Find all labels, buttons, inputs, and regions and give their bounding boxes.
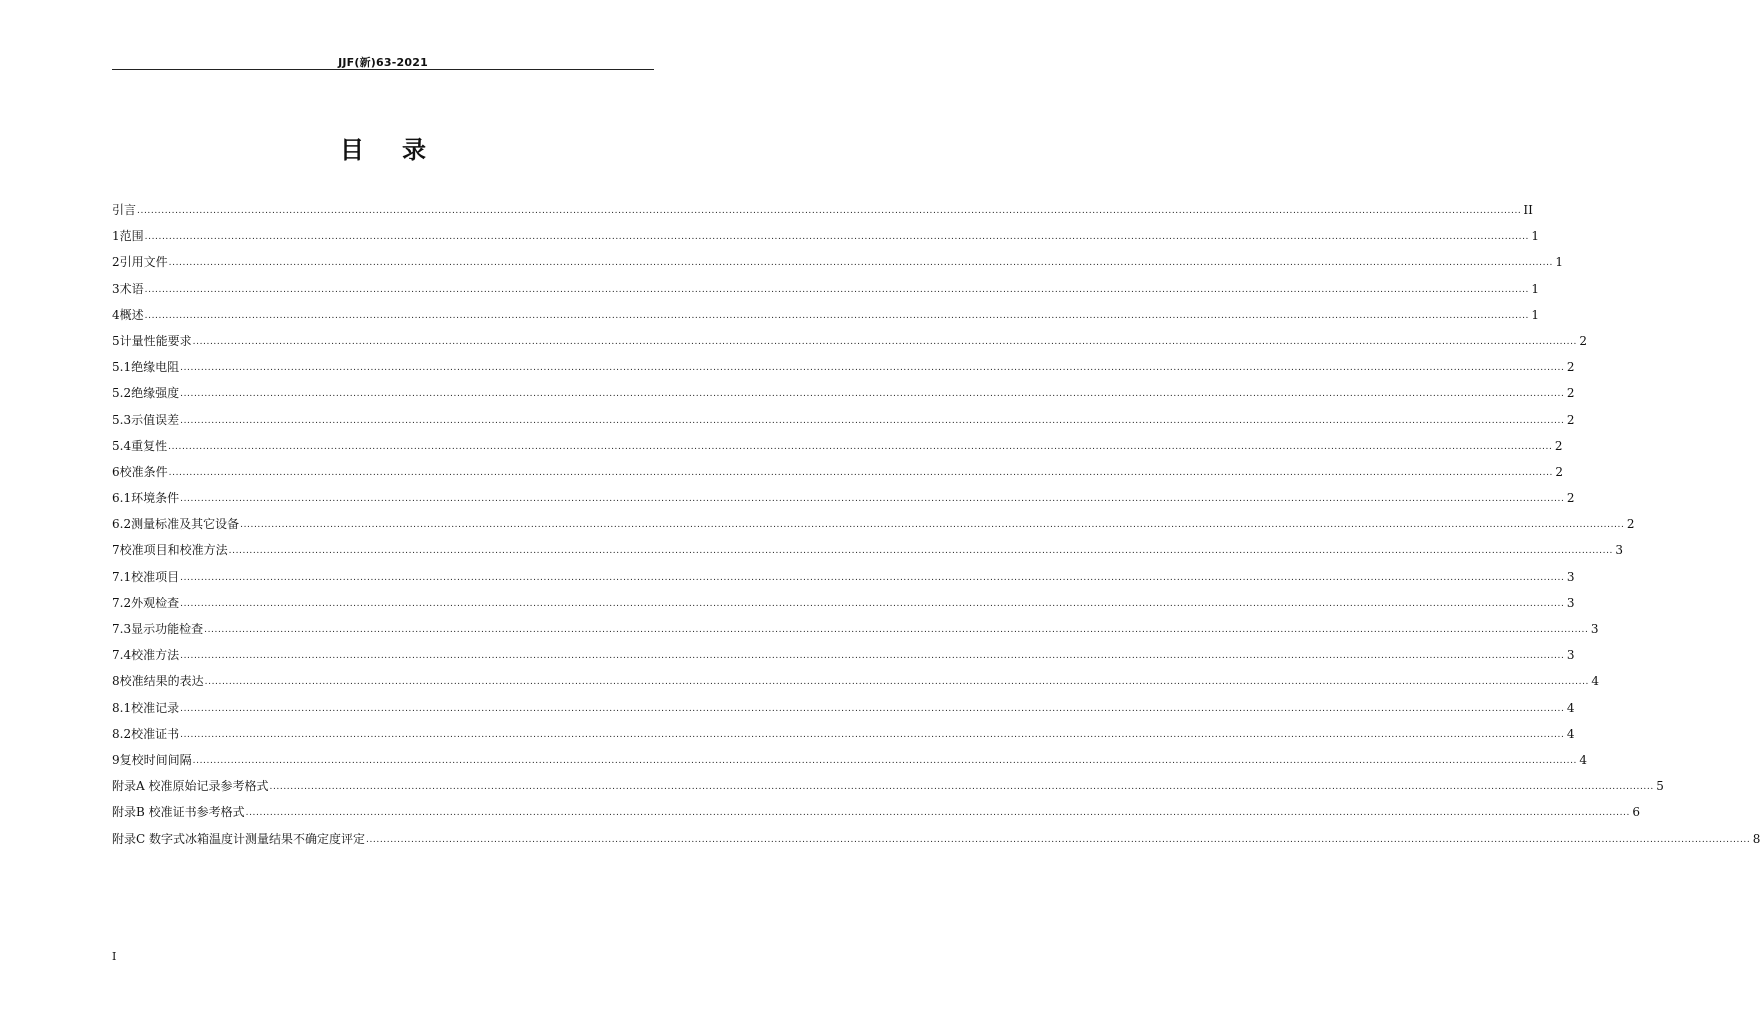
toc-entry-label: 校准结果的表达 [119, 674, 204, 689]
toc-entry-number: 5 [112, 333, 120, 348]
toc-entry-label: 校准项目和校准方法 [119, 543, 228, 558]
toc-entry-number: 2 [112, 255, 120, 270]
toc-entry-number: 7.3 [112, 622, 132, 636]
toc-leader-dots: ................................................................................................................................................................................................................................................................................................................................................................................................................ [180, 415, 1565, 426]
toc-entry-label: 复校时间间隔 [119, 752, 192, 767]
title-char-right: 录 [402, 136, 426, 164]
toc-entry-label: 校准项目 [131, 569, 180, 584]
toc-entry-number: 5.3 [112, 412, 132, 427]
toc-entry-label: 环境条件 [131, 491, 180, 506]
toc-entry-page: 4 [1566, 726, 1575, 741]
toc-entry-page: 1 [1531, 229, 1539, 244]
toc-entry-number: 8.2 [112, 726, 132, 741]
toc-entry[interactable] [112, 668, 1599, 694]
toc-leader-dots: ................................................................................................................................................................................................................................................................................................................................................................................................................ [144, 284, 1529, 295]
toc-entry[interactable] [112, 485, 1575, 511]
page-title [112, 130, 654, 165]
toc-leader-dots: ................................................................................................................................................................................................................................................................................................................................................................................................................ [180, 494, 1565, 505]
toc-entry-page: 1 [1531, 281, 1539, 296]
toc-entry[interactable] [112, 197, 1533, 223]
toc-entry-number: 7.1 [112, 569, 132, 584]
toc-entry-label: 附录C 数字式冰箱温度计测量结果不确定度评定 [112, 831, 365, 846]
toc-entry-label: 校准方法 [131, 648, 180, 663]
toc-leader-dots: ................................................................................................................................................................................................................................................................................................................................................................................................................ [366, 834, 1751, 845]
toc-leader-dots: ................................................................................................................................................................................................................................................................................................................................................................................................................ [180, 598, 1565, 609]
toc-entry[interactable] [112, 459, 1563, 485]
toc-leader-dots: ................................................................................................................................................................................................................................................................................................................................................................................................................ [240, 520, 1625, 531]
toc-entry[interactable] [112, 433, 1563, 459]
toc-leader-dots: ................................................................................................................................................................................................................................................................................................................................................................................................................ [180, 703, 1565, 714]
toc-entry[interactable] [112, 302, 1539, 328]
toc-entry-page: 2 [1566, 386, 1575, 401]
toc-entry-page: 3 [1590, 622, 1599, 636]
toc-entry-number: 1 [112, 229, 120, 244]
toc-entry-number: 6.2 [112, 517, 132, 532]
toc-entry-number: 6.1 [112, 491, 132, 506]
toc-entry-label: 校准记录 [131, 700, 180, 715]
toc-leader-dots: ................................................................................................................................................................................................................................................................................................................................................................................................................ [245, 808, 1630, 819]
toc-entry-page: 1 [1555, 255, 1563, 270]
toc-leader-dots: ................................................................................................................................................................................................................................................................................................................................................................................................................ [204, 677, 1589, 688]
toc-entry-page: 2 [1566, 491, 1575, 506]
toc-leader-dots: ................................................................................................................................................................................................................................................................................................................................................................................................................ [192, 336, 1577, 347]
toc-entry-page: 2 [1566, 412, 1575, 427]
title-char-left: 目 [340, 136, 364, 164]
toc-entry-number: 7.4 [112, 648, 132, 663]
toc-entry-number: 9 [112, 752, 120, 767]
toc-entry-label: 校准条件 [119, 464, 168, 479]
header-rule [112, 69, 654, 70]
toc-leader-dots: ................................................................................................................................................................................................................................................................................................................................................................................................................ [144, 232, 1529, 243]
toc-entry-label: 引用文件 [119, 255, 168, 270]
toc-entry[interactable] [112, 747, 1587, 773]
toc-entry-number: 8.1 [112, 700, 132, 715]
toc-leader-dots: ................................................................................................................................................................................................................................................................................................................................................................................................................ [180, 572, 1565, 583]
toc-entry-number: 5.4 [112, 438, 132, 453]
toc-entry-page: 3 [1615, 543, 1623, 558]
toc-entry-label: 言 [124, 203, 137, 217]
toc-entry-page: 2 [1555, 464, 1563, 479]
toc-leader-dots: ................................................................................................................................................................................................................................................................................................................................................................................................................ [228, 546, 1613, 557]
toc-entry[interactable] [112, 721, 1575, 747]
toc-entry-page: 2 [1579, 333, 1587, 348]
toc-entry-page: 4 [1579, 752, 1587, 767]
toc-leader-dots: ................................................................................................................................................................................................................................................................................................................................................................................................................ [269, 782, 1654, 793]
toc-entry-page: 3 [1566, 595, 1575, 610]
toc-entry-label: 测量标准及其它设备 [131, 517, 240, 532]
toc-entry-label: 附录A 校准原始记录参考格式 [112, 779, 269, 794]
toc-entry[interactable] [112, 223, 1539, 249]
toc-leader-dots: ................................................................................................................................................................................................................................................................................................................................................................................................................ [137, 206, 1522, 216]
toc-entry[interactable] [112, 537, 1623, 563]
toc-entry[interactable] [112, 511, 1635, 537]
toc-entry[interactable] [112, 276, 1539, 302]
toc-entry-page: 2 [1626, 517, 1635, 532]
toc-entry-number: 8 [112, 674, 120, 689]
toc-entry-number: 5.1 [112, 360, 132, 375]
toc-entry[interactable] [112, 249, 1563, 275]
toc-entry-label: 绝缘电阻 [131, 360, 180, 375]
toc-entry-page: II [1523, 203, 1533, 217]
toc-entry-number: 7.2 [112, 595, 132, 610]
toc-entry[interactable] [112, 642, 1575, 668]
document-code-header: JJF(新)63-2021 [338, 56, 428, 69]
toc-entry-label: 重复性 [131, 438, 168, 453]
toc-leader-dots: ................................................................................................................................................................................................................................................................................................................................................................................................................ [192, 755, 1577, 766]
toc-entry[interactable] [112, 407, 1575, 433]
toc-entry-page: 6 [1632, 805, 1640, 820]
toc-entry-label: 概述 [119, 307, 144, 322]
toc-entry-number: 7 [112, 543, 120, 558]
toc-entry[interactable] [112, 380, 1575, 406]
toc-entry-page: 3 [1566, 648, 1575, 663]
toc-leader-dots: ................................................................................................................................................................................................................................................................................................................................................................................................................ [144, 310, 1529, 321]
toc-entry-label: 计量性能要求 [119, 333, 192, 348]
toc-entry-number: 3 [112, 281, 120, 296]
toc-entry-label: 术语 [119, 281, 144, 296]
toc-leader-dots: ................................................................................................................................................................................................................................................................................................................................................................................................................ [180, 729, 1565, 740]
toc-leader-dots: ................................................................................................................................................................................................................................................................................................................................................................................................................ [168, 258, 1553, 269]
toc-entry-page: 8 [1752, 831, 1760, 846]
page-number-footer: I [112, 950, 117, 963]
table-of-contents [112, 197, 1760, 852]
toc-entry-number: 5.2 [112, 386, 132, 401]
toc-leader-dots: ................................................................................................................................................................................................................................................................................................................................................................................................................ [180, 389, 1565, 400]
toc-entry-label: 绝缘强度 [131, 386, 180, 401]
toc-entry-number: 6 [112, 464, 120, 479]
toc-entry-page: 2 [1554, 438, 1563, 453]
toc-entry[interactable] [112, 616, 1599, 642]
toc-entry-label: 示值误差 [131, 412, 180, 427]
toc-entry[interactable] [112, 773, 1664, 799]
toc-entry-page: 4 [1566, 700, 1575, 715]
toc-leader-dots: ................................................................................................................................................................................................................................................................................................................................................................................................................ [180, 363, 1565, 374]
toc-leader-dots: ................................................................................................................................................................................................................................................................................................................................................................................................................ [204, 625, 1589, 635]
toc-entry-label: 范围 [119, 229, 144, 244]
toc-entry-page: 2 [1566, 360, 1575, 375]
toc-entry-number: 引 [112, 203, 125, 217]
toc-entry-page: 4 [1591, 674, 1599, 689]
toc-entry[interactable] [112, 799, 1640, 825]
toc-entry-page: 1 [1531, 307, 1539, 322]
toc-entry-label: 附录B 校准证书参考格式 [112, 805, 245, 820]
toc-entry[interactable] [112, 590, 1575, 616]
toc-leader-dots: ................................................................................................................................................................................................................................................................................................................................................................................................................ [168, 441, 1553, 452]
toc-leader-dots: ................................................................................................................................................................................................................................................................................................................................................................................................................ [180, 651, 1565, 662]
toc-entry-page: 3 [1566, 569, 1575, 584]
toc-entry[interactable] [112, 328, 1587, 354]
toc-leader-dots: ................................................................................................................................................................................................................................................................................................................................................................................................................ [168, 467, 1553, 478]
toc-entry[interactable] [112, 826, 1760, 852]
toc-entry-page: 5 [1656, 779, 1664, 794]
toc-entry[interactable] [112, 564, 1575, 590]
toc-entry[interactable] [112, 695, 1575, 721]
toc-entry-label: 校准证书 [131, 726, 180, 741]
toc-entry-number: 4 [112, 307, 120, 322]
toc-entry-label: 显示功能检查 [131, 622, 204, 636]
toc-entry-label: 外观检查 [131, 595, 180, 610]
toc-entry[interactable] [112, 354, 1575, 380]
